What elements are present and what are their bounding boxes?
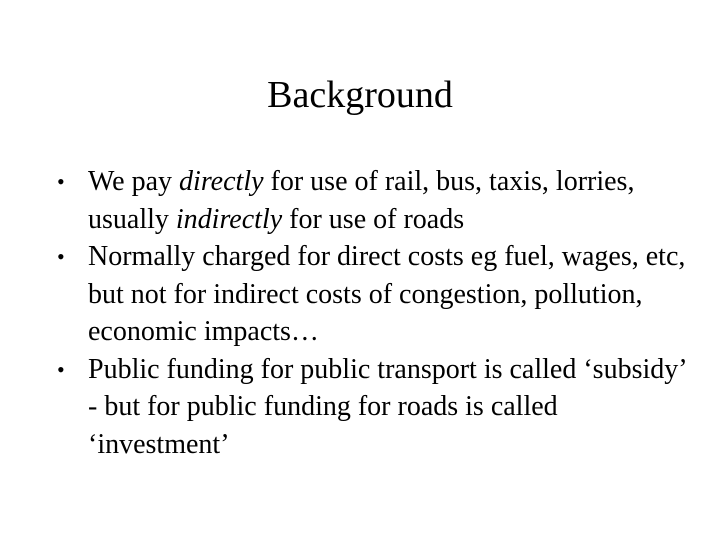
slide-title: Background: [267, 74, 453, 116]
bullet-item: [57, 351, 688, 464]
bullet-marker: •: [57, 244, 65, 269]
bullet-list: [57, 163, 688, 463]
bullet-text-emphasis: directly: [179, 166, 264, 197]
bullet-text-emphasis: indirectly: [175, 203, 283, 235]
bullet-text-segment: We pay: [88, 166, 180, 197]
bullet-marker: •: [57, 356, 65, 382]
bullet-text-segment: for use of rail, bus, taxis, lorries, usually: [88, 166, 635, 235]
bullet-text-segment: for use of roads: [282, 203, 465, 235]
bullet-item: [57, 238, 688, 351]
bullet-text-segment: Public funding for public transport is called ‘subsidy’ - but for public funding for roads is called ‘investment’: [88, 353, 686, 460]
bullet-text-segment: Normally charged for direct costs eg fuel, wages, etc, but not for indirect costs of congestion, pollution, economic impacts…: [88, 241, 686, 347]
bullet-marker: •: [57, 169, 65, 194]
bullet-item: [57, 163, 688, 238]
